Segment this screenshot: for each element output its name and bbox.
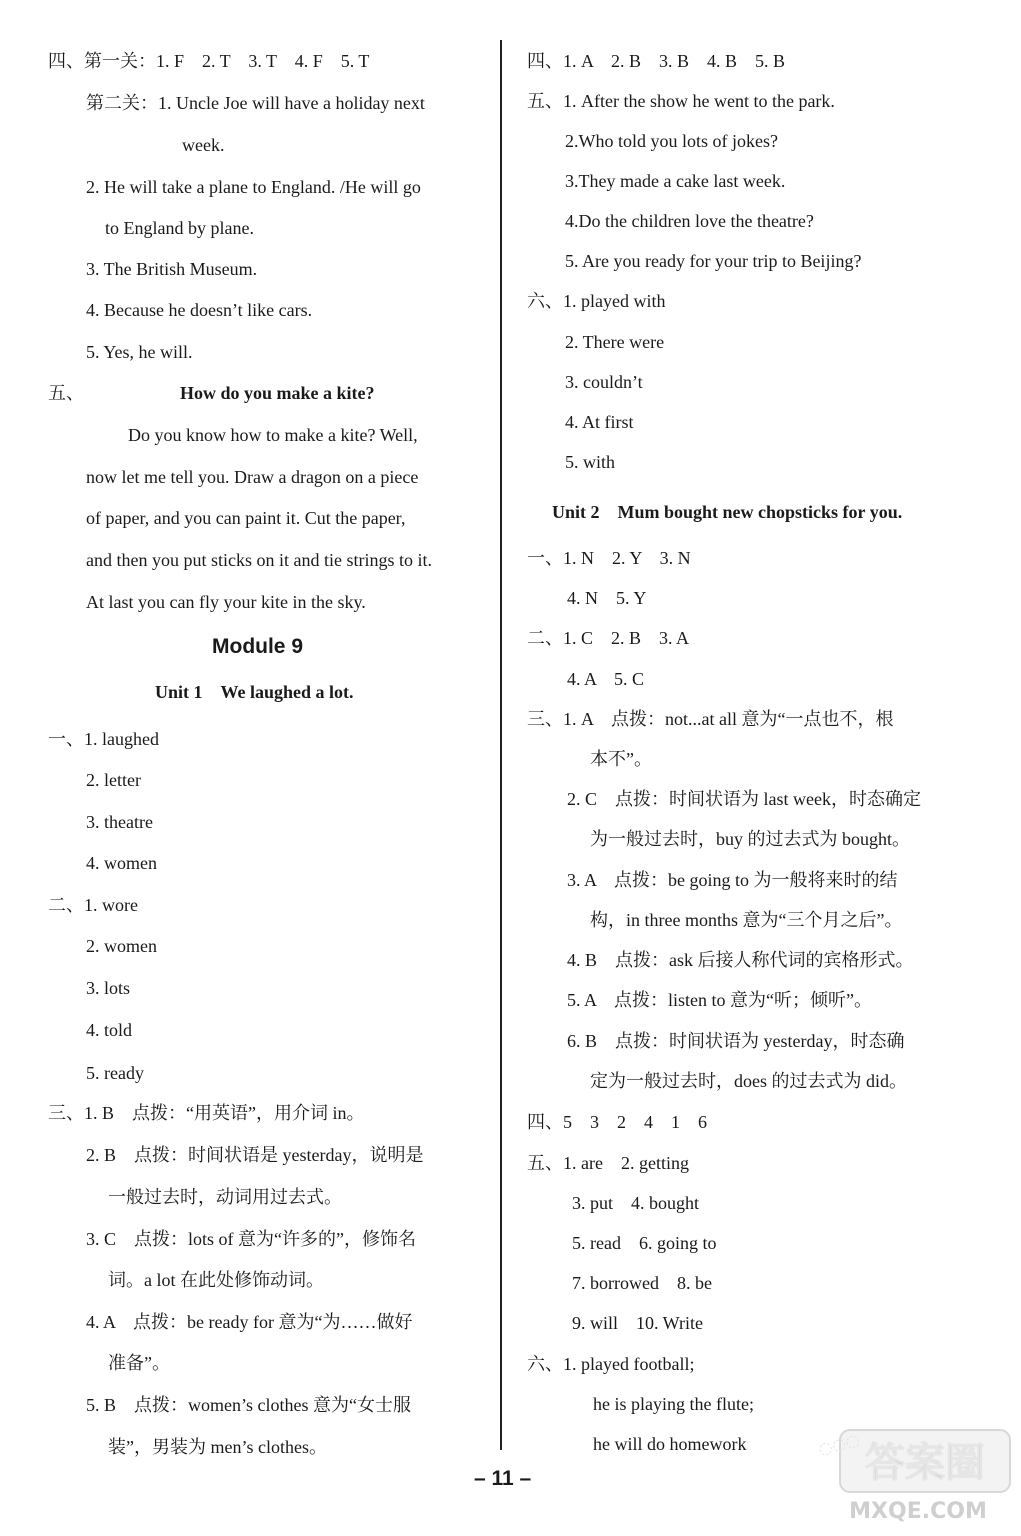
left-line: 2. He will take a plane to England. /He will go	[86, 177, 421, 197]
left-line: 3. theatre	[86, 812, 153, 832]
right-line: 3. couldn’t	[565, 372, 643, 392]
right-line: 2. There were	[565, 332, 665, 352]
right-line: 5. Are you ready for your trip to Beijing?	[565, 251, 862, 271]
left-line: 装”，男装为 men’s clothes。	[108, 1437, 327, 1457]
watermark-stamp-mark: ◌◌◌	[816, 1429, 862, 1459]
right-line: 9. will 10. Write	[572, 1313, 703, 1333]
passage-line: At last you can fly your kite in the sky.	[86, 592, 366, 612]
right-line: 六、1. played football;	[527, 1354, 695, 1374]
left-line: 4. Because he doesn’t like cars.	[86, 300, 313, 320]
right-line: 4. B 点拨：ask 后接人称代词的宾格形式。	[567, 950, 914, 970]
left-line: 五、	[48, 383, 84, 403]
right-line: 二、1. C 2. B 3. A	[527, 628, 690, 648]
right-line: 四、1. A 2. B 3. B 4. B 5. B	[527, 51, 786, 71]
right-line: 5. read 6. going to	[572, 1233, 717, 1253]
left-line: 准备”。	[108, 1353, 170, 1373]
right-line: 构，in three months 意为“三个月之后”。	[590, 910, 903, 930]
right-line: 4.Do the children love the theatre?	[565, 211, 814, 231]
left-line: 四、第一关：1. F 2. T 3. T 4. F 5. T	[48, 51, 370, 71]
left-line: 4. women	[86, 853, 157, 873]
left-line: 3. C 点拨：lots of 意为“许多的”，修饰名	[86, 1229, 416, 1249]
column-divider	[500, 40, 502, 1450]
right-line: 定为一般过去时，does 的过去式为 did。	[590, 1071, 907, 1091]
watermark-logo	[800, 1410, 1015, 1530]
left-line: 2. B 点拨：时间状语是 yesterday，说明是	[86, 1145, 424, 1165]
right-line: 一、1. N 2. Y 3. N	[527, 548, 691, 568]
passage-line: now let me tell you. Draw a dragon on a piece	[86, 467, 419, 487]
left-line: 3. The British Museum.	[86, 259, 258, 279]
right-line: 7. borrowed 8. be	[572, 1273, 712, 1293]
right-line: 5. A 点拨：listen to 意为“听；倾听”。	[567, 990, 872, 1010]
watermark-logo-icon	[800, 1410, 1015, 1530]
right-line: 为一般过去时，buy 的过去式为 bought。	[590, 829, 910, 849]
right-line: he is playing the flute;	[593, 1394, 754, 1414]
left-line: 3. lots	[86, 978, 131, 998]
left-line: 二、1. wore	[48, 895, 138, 915]
right-line: 四、5 3 2 4 1 6	[527, 1112, 707, 1132]
left-line: 第二关：1. Uncle Joe will have a holiday next	[86, 93, 425, 113]
left-line: 4. A 点拨：be ready for 意为“为……做好	[86, 1312, 413, 1332]
left-line: week.	[182, 135, 225, 155]
left-line: to England by plane.	[105, 218, 254, 238]
watermark-main-text: 答案圈	[865, 1440, 985, 1486]
passage-line: of paper, and you can paint it. Cut the paper,	[86, 508, 406, 528]
watermark-url-text: MXQE.COM	[849, 1499, 987, 1524]
right-line: 4. A 5. C	[567, 669, 645, 689]
left-line: 2. women	[86, 936, 157, 956]
unit-title: Unit 2 Mum bought new chopsticks for you.	[552, 502, 903, 522]
right-line: 本不”。	[590, 749, 652, 769]
left-line: 4. told	[86, 1020, 133, 1040]
right-line: 五、1. After the show he went to the park.	[527, 91, 835, 111]
left-line: 一、1. laughed	[48, 729, 159, 749]
right-line: 3.They made a cake last week.	[565, 171, 786, 191]
left-line: 三、1. B 点拨：“用英语”，用介词 in。	[48, 1103, 365, 1123]
left-line: 2. letter	[86, 770, 141, 790]
page-number: – 11 –	[474, 1467, 532, 1490]
left-line: 词。a lot 在此处修饰动词。	[108, 1270, 324, 1290]
right-line: 2.Who told you lots of jokes?	[565, 131, 778, 151]
right-line: 4. N 5. Y	[567, 588, 647, 608]
right-line: 3. put 4. bought	[572, 1193, 700, 1213]
right-line: 三、1. A 点拨：not...at all 意为“一点也不，根	[527, 709, 894, 729]
passage-line: and then you put sticks on it and tie strings to it.	[86, 550, 432, 570]
right-line: he will do homework	[593, 1434, 747, 1454]
right-line: 5. with	[565, 452, 616, 472]
passage-line: Do you know how to make a kite? Well,	[128, 425, 418, 445]
left-line: 5. B 点拨：women’s clothes 意为“女士服	[86, 1395, 411, 1415]
left-line: 一般过去时，动词用过去式。	[108, 1187, 342, 1207]
left-line: 5. Yes, he will.	[86, 342, 193, 362]
right-line: 五、1. are 2. getting	[527, 1153, 689, 1173]
right-line: 4. At first	[565, 412, 634, 432]
unit-title: Unit 1 We laughed a lot.	[155, 682, 354, 702]
right-line: 2. C 点拨：时间状语为 last week，时态确定	[567, 789, 921, 809]
right-line: 6. B 点拨：时间状语为 yesterday，时态确	[567, 1031, 905, 1051]
module-title: Module 9	[212, 635, 304, 658]
left-line: 5. ready	[86, 1063, 144, 1083]
passage-title: How do you make a kite?	[180, 383, 375, 403]
right-line: 3. A 点拨：be going to 为一般将来时的结	[567, 870, 898, 890]
right-line: 六、1. played with	[527, 291, 666, 311]
